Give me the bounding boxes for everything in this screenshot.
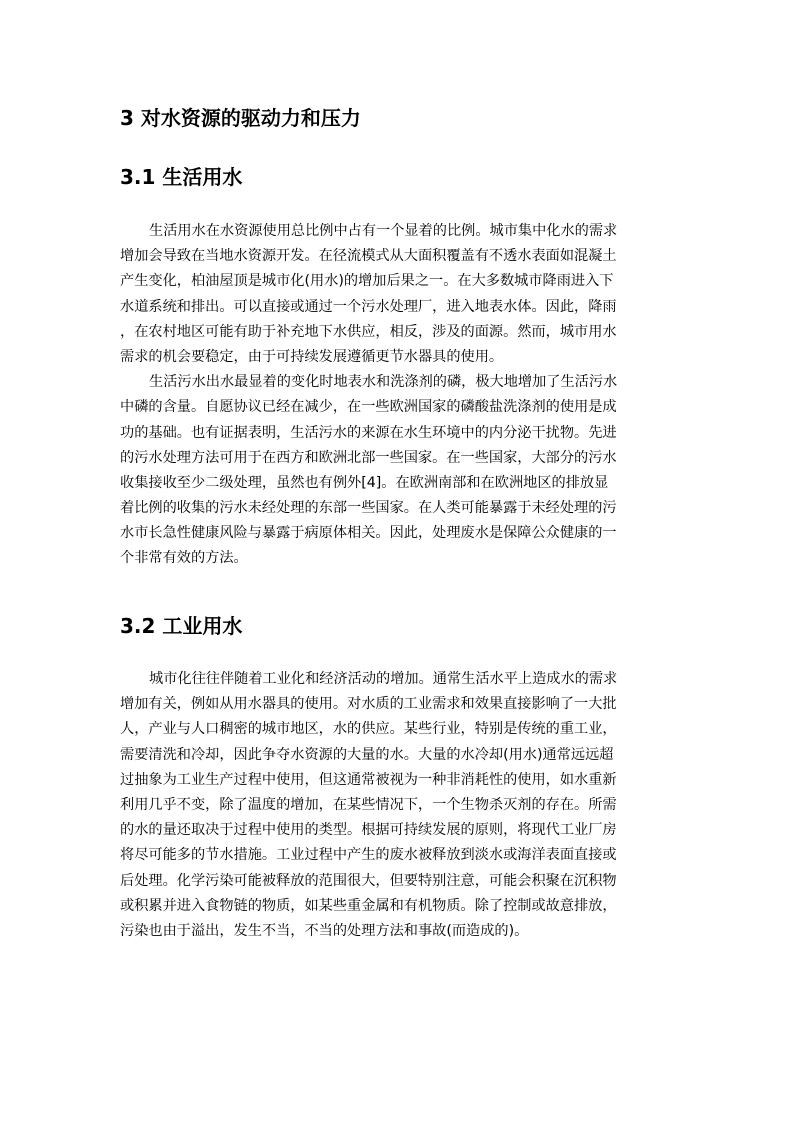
section-heading-domestic-water: 3.1 生活用水	[120, 165, 243, 189]
text-line: 的水的量还取决于过程中使用的类型。根据可持续发展的原则，将现代工业厂房	[120, 822, 617, 839]
text-line: 增加有关，例如从用水器具的使用。对水质的工业需求和效果直接影响了一大批	[120, 696, 617, 713]
text-line: 生活用水在水资源使用总比例中占有一个显着的比例。城市集中化水的需求	[149, 223, 618, 239]
section-heading-industrial-water: 3.2 工业用水	[120, 614, 243, 638]
text-line: 功的基础。也有证据表明，生活污水的来源在水生环境中的内分泌干扰物。先进	[120, 424, 617, 441]
text-line: 个非常有效的方法。	[120, 550, 248, 567]
text-line: 利用几乎不变，除了温度的增加，在某些情况下，一个生物杀灭剂的存在。所需	[120, 796, 617, 813]
text-line: 着比例的收集的污水未经处理的东部一些国家。在人类可能暴露于未经处理的污	[120, 500, 617, 517]
text-line: 污染也由于溢出，发生不当，不当的处理方法和事故(而造成的)。	[120, 922, 529, 939]
text-line: 过抽象为工业生产过程中使用，但这通常被视为一种非消耗性的使用，如水重新	[120, 771, 617, 788]
text-line: 水市长急性健康风险与暴露于病原体相关。因此，处理废水是保障公众健康的一	[120, 525, 617, 542]
section-body-industrial-water	[120, 667, 680, 944]
text-line: 需求的机会要稳定，由于可持续发展遵循更节水器具的使用。	[120, 348, 504, 365]
text-line: 城市化往往伴随着工业化和经济活动的增加。通常生活水平上造成水的需求	[149, 671, 618, 687]
text-line: 中磷的含量。自愿协议已经在减少，在一些欧洲国家的磷酸盐洗涤剂的使用是成	[120, 399, 617, 416]
text-line: ，在农村地区可能有助于补充地下水供应，相反，涉及的面源。然而，城市用水	[120, 323, 617, 340]
text-line: 人，产业与人口稠密的城市地区，水的供应。某些行业，特别是传统的重工业，	[120, 721, 617, 738]
main-heading: 3 对水资源的驱动力和压力	[120, 106, 361, 130]
text-line: 后处理。化学污染可能被释放的范围很大，但要特别注意，可能会积聚在沉积物	[120, 872, 617, 889]
text-line: 水道系统和排出。可以直接或通过一个污水处理厂，进入地表水体。因此，降雨	[120, 298, 617, 315]
text-line: 增加会导致在当地水资源开发。在径流模式从大面积覆盖有不透水表面如混凝土	[120, 248, 617, 265]
text-line: 或积累并进入食物链的物质，如某些重金属和有机物质。除了控制或故意排放，	[120, 897, 617, 914]
text-line: 生活污水出水最显着的变化时地表水和洗涤剂的磷，极大地增加了生活污水	[149, 374, 618, 391]
text-line: 产生变化，柏油屋顶是城市化(用水)的增加后果之一。在大多数城市降雨进入下	[120, 273, 614, 290]
text-line: 需要清洗和冷却，因此争夺水资源的大量的水。大量的水冷却(用水)通常远远超	[120, 746, 614, 763]
section-body-domestic-water	[120, 219, 680, 572]
text-line: 收集接收至少二级处理，虽然也有例外[4]。在欧洲南部和在欧洲地区的排放显	[120, 474, 609, 491]
text-line: 将尽可能多的节水措施。工业过程中产生的废水被释放到淡水或海洋表面直接或	[120, 847, 617, 864]
text-line: 的污水处理方法可用于在西方和欧洲北部一些国家。在一些国家，大部分的污水	[120, 449, 617, 466]
